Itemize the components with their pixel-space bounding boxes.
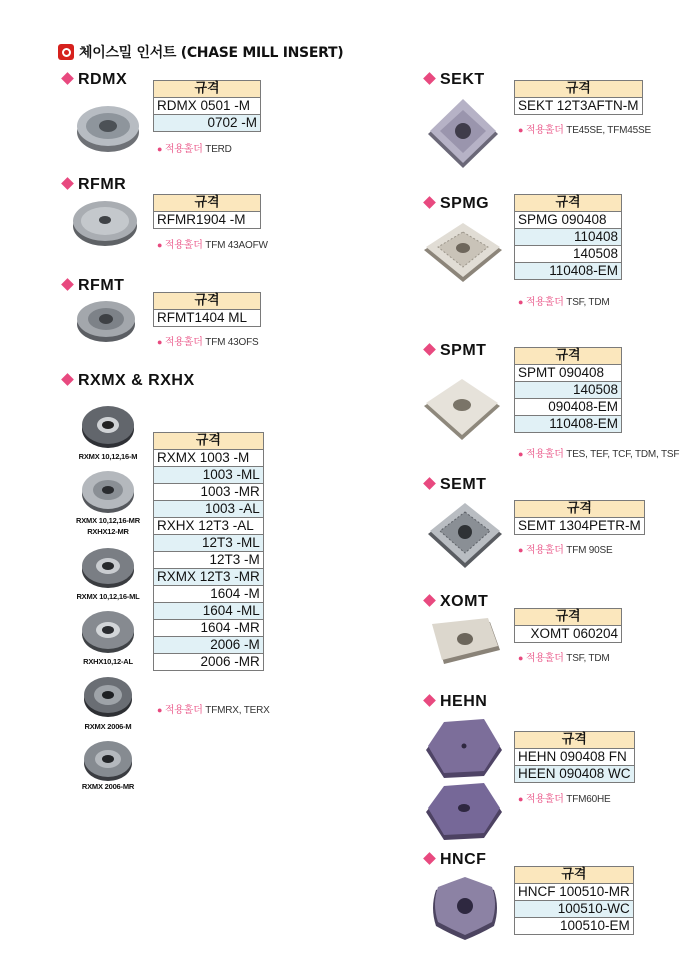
- spec-row: 1003 -MR: [154, 484, 264, 501]
- spec-row: 1604 -MR: [154, 620, 264, 637]
- spec-row: 1003 -AL: [154, 501, 264, 518]
- diamond-bullet-icon: [423, 196, 436, 209]
- image-caption: RXMX 10,12,16-MR: [76, 516, 140, 525]
- holder-note-xomt: ● 적용홀더 TSF, TDM: [518, 653, 610, 664]
- spec-header: 규격: [515, 867, 634, 884]
- spec-header: 규격: [515, 501, 645, 518]
- spec-header: 규격: [515, 732, 635, 749]
- spec-header: 규격: [515, 609, 622, 626]
- spec-table-hncf: [514, 866, 634, 935]
- spec-row: SPMG 090408: [515, 212, 622, 229]
- section-heading-rfmr: RFMR: [60, 176, 126, 194]
- spec-table-sekt: [514, 80, 643, 115]
- spec-header: 규격: [515, 195, 622, 212]
- diamond-bullet-icon: [423, 694, 436, 707]
- rxhx-al-insert-image: [80, 606, 136, 656]
- spec-header: 규격: [154, 433, 264, 450]
- diamond-bullet-icon: [423, 343, 436, 356]
- section-heading-rfmt: RFMT: [60, 277, 124, 295]
- spec-row: 140508: [515, 246, 622, 263]
- holder-dot-icon: ●: [518, 545, 524, 555]
- holder-dot-icon: ●: [518, 297, 524, 307]
- image-caption: RXMX 2006-M: [84, 722, 132, 731]
- hehn-insert-image: [422, 716, 506, 782]
- spec-header: 규격: [154, 293, 261, 310]
- heen-insert-image: [422, 782, 506, 842]
- rfmr-insert-image: [69, 195, 141, 250]
- spec-row: 0702 -M: [154, 115, 261, 132]
- holder-note-sekt: ● 적용홀더 TE45SE, TFM45SE: [518, 125, 651, 136]
- section-heading-hehn: HEHN: [422, 693, 487, 711]
- holder-dot-icon: ●: [518, 653, 524, 663]
- spec-row: 140508: [515, 382, 622, 399]
- holder-note-hehn: ● 적용홀더 TFM60HE: [518, 794, 611, 805]
- diamond-bullet-icon: [423, 852, 436, 865]
- holder-note-semt: ● 적용홀더 TFM 90SE: [518, 545, 613, 556]
- spec-row: 100510-EM: [515, 918, 634, 935]
- spec-row: SEKT 12T3AFTN-M: [515, 98, 643, 115]
- holder-note-spmt: ● 적용홀더 TES, TEF, TCF, TDM, TSF: [518, 449, 680, 460]
- spmg-insert-image: [420, 220, 506, 288]
- spec-row: RXMX 1003 -M: [154, 450, 264, 467]
- holder-dot-icon: ●: [157, 144, 163, 154]
- xomt-insert-image: [420, 614, 504, 674]
- spec-row: SEMT 1304PETR-M: [515, 518, 645, 535]
- holder-note-rfmr: ● 적용홀더 TFM 43AOFW: [157, 240, 268, 251]
- spec-row: 110408: [515, 229, 622, 246]
- image-caption: RXHX12-MR: [87, 527, 129, 536]
- holder-note-rfmt: ● 적용홀더 TFM 43OFS: [157, 337, 259, 348]
- spec-row: RXHX 12T3 -AL: [154, 518, 264, 535]
- section-heading-spmg: SPMG: [422, 195, 489, 213]
- spec-row: 110408-EM: [515, 416, 622, 433]
- spec-table-rfmt: [153, 292, 261, 327]
- diamond-bullet-icon: [423, 594, 436, 607]
- spec-header: 규격: [154, 81, 261, 98]
- diamond-bullet-icon: [61, 72, 74, 85]
- spec-row: HEEN 090408 WC: [515, 766, 635, 783]
- image-caption: RXHX10,12-AL: [83, 657, 133, 666]
- spec-row: 100510-WC: [515, 901, 634, 918]
- spec-row: SPMT 090408: [515, 365, 622, 382]
- section-heading-spmt: SPMT: [422, 342, 486, 360]
- spec-table-spmg: [514, 194, 622, 280]
- semt-insert-image: [424, 500, 506, 572]
- spec-row: XOMT 060204: [515, 626, 622, 643]
- rxmx-2006-mr-insert-image: [82, 736, 134, 784]
- section-heading-rxmx: RXMX & RXHX: [60, 372, 195, 390]
- page-title: [58, 42, 343, 62]
- section-heading-rdmx: RDMX: [60, 71, 127, 89]
- spec-row: 1604 -M: [154, 586, 264, 603]
- holder-dot-icon: ●: [518, 449, 524, 459]
- rxmx-2006-m-insert-image: [82, 672, 134, 720]
- title-ring-icon: [58, 44, 74, 60]
- spec-header: 규격: [515, 81, 643, 98]
- diamond-bullet-icon: [61, 373, 74, 386]
- holder-dot-icon: ●: [157, 337, 163, 347]
- spec-row: 1003 -ML: [154, 467, 264, 484]
- rdmx-insert-image: [73, 96, 143, 156]
- section-heading-hncf: HNCF: [422, 851, 486, 869]
- spec-row: 2006 -M: [154, 637, 264, 654]
- spec-row: HEHN 090408 FN: [515, 749, 635, 766]
- diamond-bullet-icon: [423, 72, 436, 85]
- rxmx-ml-insert-image: [80, 543, 136, 591]
- section-heading-xomt: XOMT: [422, 593, 488, 611]
- spmt-insert-image: [420, 376, 504, 446]
- spec-row: 12T3 -M: [154, 552, 264, 569]
- holder-note-spmg: ● 적용홀더 TSF, TDM: [518, 297, 610, 308]
- rfmt-insert-image: [73, 296, 139, 346]
- spec-table-rxmx: [153, 432, 264, 671]
- holder-dot-icon: ●: [157, 240, 163, 250]
- section-heading-sekt: SEKT: [422, 71, 485, 89]
- holder-dot-icon: ●: [518, 794, 524, 804]
- spec-row: RXMX 12T3 -MR: [154, 569, 264, 586]
- spec-table-semt: [514, 500, 645, 535]
- sekt-insert-image: [424, 96, 502, 174]
- spec-header: 규격: [515, 348, 622, 365]
- hncf-insert-image: [424, 874, 506, 946]
- holder-dot-icon: ●: [157, 705, 163, 715]
- spec-row: 090408-EM: [515, 399, 622, 416]
- spec-header: 규격: [154, 195, 261, 212]
- page-title-text: 체이스밀 인서트 (CHASE MILL INSERT): [79, 45, 344, 61]
- holder-dot-icon: ●: [518, 125, 524, 135]
- spec-row: 12T3 -ML: [154, 535, 264, 552]
- diamond-bullet-icon: [423, 477, 436, 490]
- holder-note-rdmx: ● 적용홀더 TERD: [157, 144, 232, 155]
- diamond-bullet-icon: [61, 278, 74, 291]
- rxmx-m-insert-image: [80, 401, 136, 451]
- spec-row: 110408-EM: [515, 263, 622, 280]
- spec-table-rfmr: [153, 194, 261, 229]
- spec-table-hehn: [514, 731, 635, 783]
- image-caption: RXMX 10,12,16-ML: [76, 592, 140, 601]
- spec-table-xomt: [514, 608, 622, 643]
- diamond-bullet-icon: [61, 177, 74, 190]
- spec-row: 1604 -ML: [154, 603, 264, 620]
- rxmx-mr-insert-image: [80, 466, 136, 516]
- spec-table-spmt: [514, 347, 622, 433]
- spec-table-rdmx: [153, 80, 261, 132]
- spec-row: RDMX 0501 -M: [154, 98, 261, 115]
- spec-row: RFMR1904 -M: [154, 212, 261, 229]
- image-caption: RXMX 10,12,16-M: [78, 452, 138, 461]
- section-heading-semt: SEMT: [422, 476, 486, 494]
- image-caption: RXMX 2006-MR: [81, 782, 135, 791]
- spec-row: RFMT1404 ML: [154, 310, 261, 327]
- spec-row: 2006 -MR: [154, 654, 264, 671]
- spec-row: HNCF 100510-MR: [515, 884, 634, 901]
- holder-note-rxmx: ● 적용홀더 TFMRX, TERX: [157, 705, 270, 716]
